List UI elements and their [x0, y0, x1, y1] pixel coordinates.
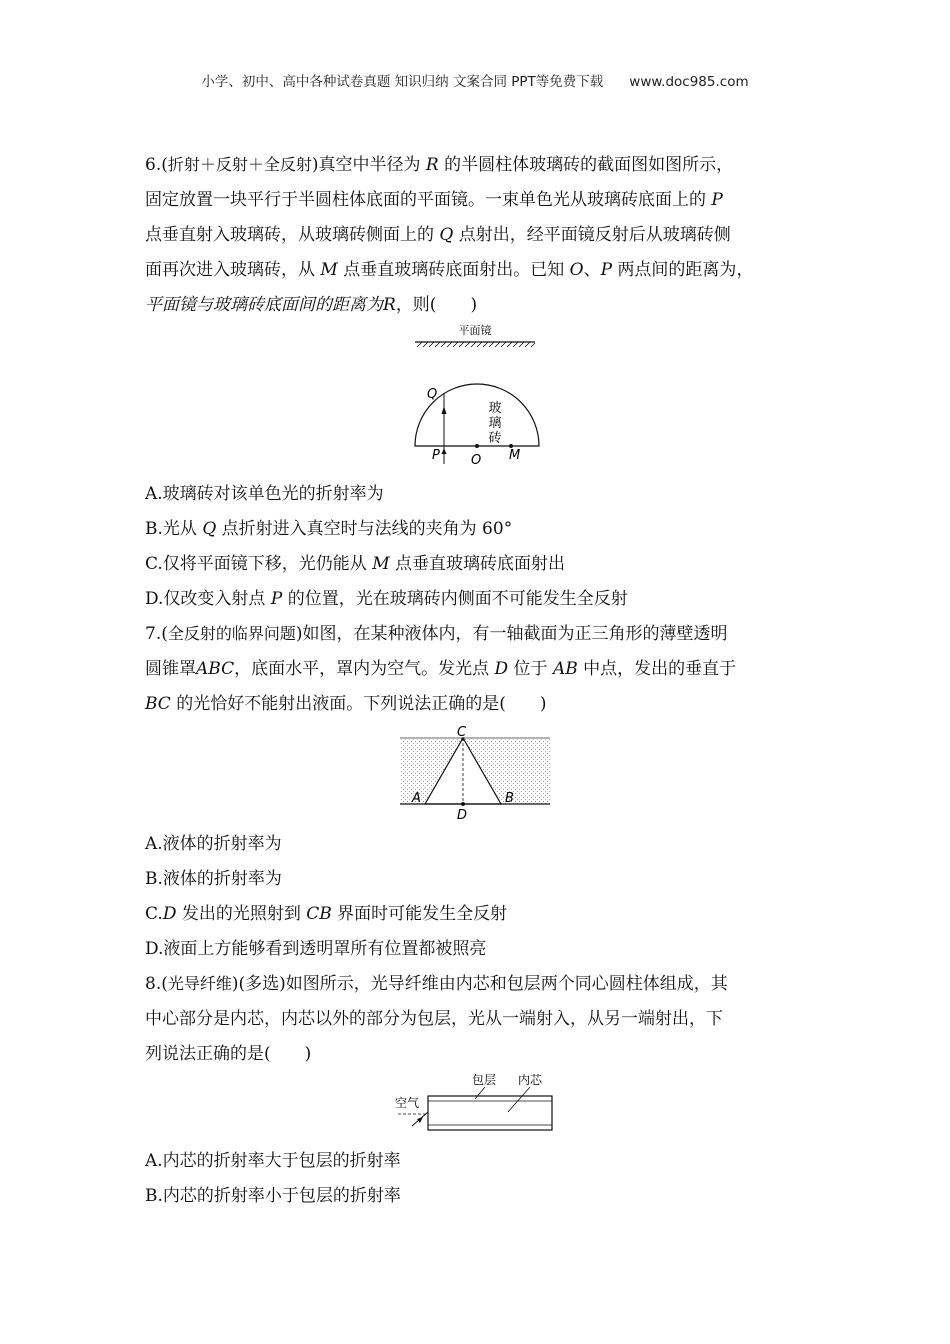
q6-line-3: 点垂直射入玻璃砖，从玻璃砖侧面上的 Q 点射出，经平面镜反射后从玻璃砖侧: [145, 225, 731, 245]
mirror-label: 平面镜: [458, 324, 492, 337]
q8-figure: [390, 1068, 565, 1138]
q7-option-a: A.液体的折射率为: [145, 834, 282, 854]
core-label: 内芯: [518, 1073, 543, 1087]
q7-line-1: 7.(全反射的临界问题)如图，在某种液体内，有一轴截面为正三角形的薄壁透明: [145, 624, 728, 644]
q6-option-a: A.玻璃砖对该单色光的折射率为: [145, 484, 384, 504]
label-Q: Q: [427, 387, 438, 402]
q7-option-c: C.D 发出的光照射到 CB 界面时可能发生全反射: [145, 904, 508, 924]
q8-option-b: B.内芯的折射率小于包层的折射率: [145, 1186, 401, 1206]
glass-label-3: 砖: [488, 431, 502, 446]
q8-line-2: 中心部分是内芯，内芯以外的部分为包层，光从一端射入，从另一端射出，下: [145, 1009, 723, 1029]
q8-line-1: 8.(光导纤维)(多选)如图所示，光导纤维由内芯和包层两个同心圆柱体组成，其: [145, 974, 728, 994]
q8-option-a: A.内芯的折射率大于包层的折射率: [145, 1151, 401, 1171]
q6-line-4: 面再次进入玻璃砖，从 M 点垂直玻璃砖底面射出。已知 O、P 两点间的距离为，: [145, 260, 754, 280]
q8-line-3: 列说法正确的是( ): [145, 1044, 312, 1064]
q6-option-c: C.仅将平面镜下移，光仍能从 M 点垂直玻璃砖底面射出: [145, 554, 566, 574]
q6-figure: [405, 318, 545, 468]
q7-figure: [395, 724, 555, 824]
label-A: A: [412, 791, 421, 806]
label-D: D: [457, 808, 468, 823]
q7-line-3: BC 的光恰好不能射出液面。下列说法正确的是( ): [145, 694, 547, 714]
label-B: B: [505, 791, 514, 806]
q7-line-2: 圆锥罩ABC，底面水平，罩内为空气。发光点 D 位于 AB 中点，发出的垂直于: [145, 659, 737, 679]
label-M: M: [509, 448, 521, 463]
point-O-dot: [475, 444, 479, 448]
cladding-label: 包层: [472, 1073, 497, 1087]
q6-line-1: 6.(折射＋反射＋全反射)真空中半径为 R 的半圆柱体玻璃砖的截面图如图所示，: [145, 155, 734, 175]
label-C: C: [457, 725, 467, 740]
label-O: O: [471, 453, 482, 468]
air-label: 空气: [395, 1096, 420, 1110]
q6-option-d: D.仅改变入射点 P 的位置，光在玻璃砖内侧面不可能发生全反射: [145, 589, 628, 609]
glass-label-2: 璃: [488, 416, 502, 431]
point-D-dot: [461, 802, 465, 806]
q6-option-b: B.光从 Q 点折射进入真空时与法线的夹角为 60°: [145, 519, 513, 539]
header-site: www.doc985.com: [629, 74, 749, 90]
q6-line-2: 固定放置一块平行于半圆柱体底面的平面镜。一束单色光从玻璃砖底面上的 P: [145, 190, 723, 210]
label-P: P: [432, 448, 440, 463]
q7-option-b: B.液体的折射率为: [145, 869, 282, 889]
header-text: 小学、初中、高中各种试卷真题 知识归纳 文案合同 PPT等免费下载: [201, 74, 604, 90]
q6-line-5: 平面镜与玻璃砖底面间的距离为R，则( ): [145, 295, 478, 315]
q7-option-d: D.液面上方能够看到透明罩所有位置都被照亮: [145, 939, 487, 959]
page-header: [0, 70, 950, 90]
glass-label-1: 玻: [488, 401, 502, 416]
